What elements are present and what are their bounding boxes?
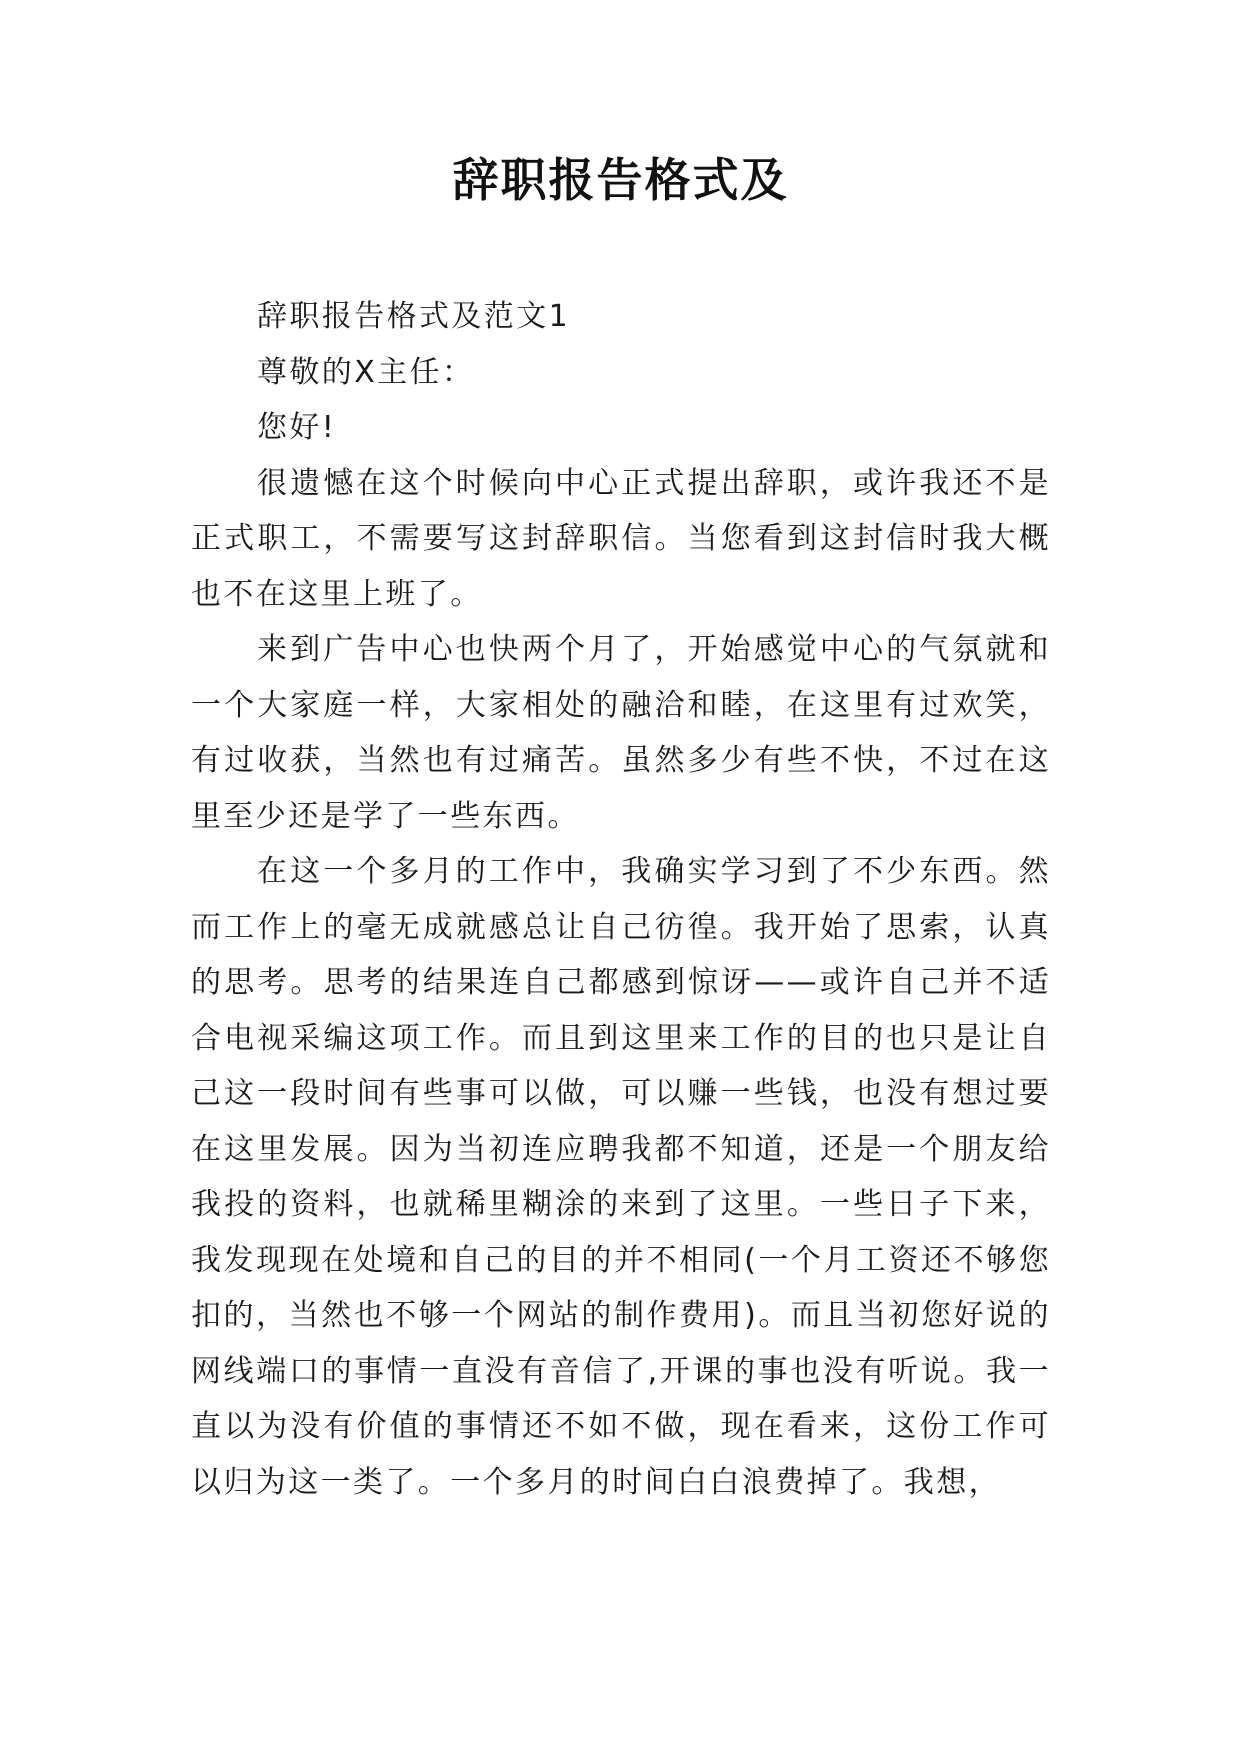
paragraph: 很遗憾在这个时候向中心正式提出辞职，或许我还不是正式职工，不需要写这封辞职信。当您看到这封信时我大概也不在这里上班了。 [191, 465, 1051, 612]
paragraph-heading: 辞职报告格式及范文1 [257, 299, 571, 334]
paragraph: 在这一个多月的工作中，我确实学习到了不少东西。然而工作上的毫无成就感总让自己彷徨。我开始了思索，认真的思考。思考的结果连自己都感到惊讶——或许自己并不适合电视采编这项工作。而且到这里来工作的目的也只是让自己这一段时间有些事可以做，可以赚一些钱，也没有想过要在这里发展。因为当初连应聘我都不知道，还是一个朋友给我投的资料，也就稀里糊涂的来到了这里。一些日子下来，我发现现在处境和自己的目的并不相同(一个月工资还不够您扣的，当然也不够一个网站的制作费用)。而且当初您好说的网线端口的事情一直没有音信了,开课的事也没有听说。我一直以为没有价值的事情还不如不做，现在看来，这份工作可以归为这一类了。一个多月的时间白白浪费掉了。我想， [191, 854, 1051, 1500]
paragraph: 来到广告中心也快两个月了，开始感觉中心的气氛就和一个大家庭一样，大家相处的融洽和睦，在这里有过欢笑，有过收获，当然也有过痛苦。虽然多少有些不快，不过在这里至少还是学了一些东西。 [191, 632, 1051, 834]
paragraph-greeting: 您好! [257, 410, 337, 445]
document-title: 辞职报告格式及 [452, 153, 789, 207]
document-body [191, 289, 1051, 1510]
paragraph-salutation: 尊敬的X主任： [257, 354, 475, 390]
